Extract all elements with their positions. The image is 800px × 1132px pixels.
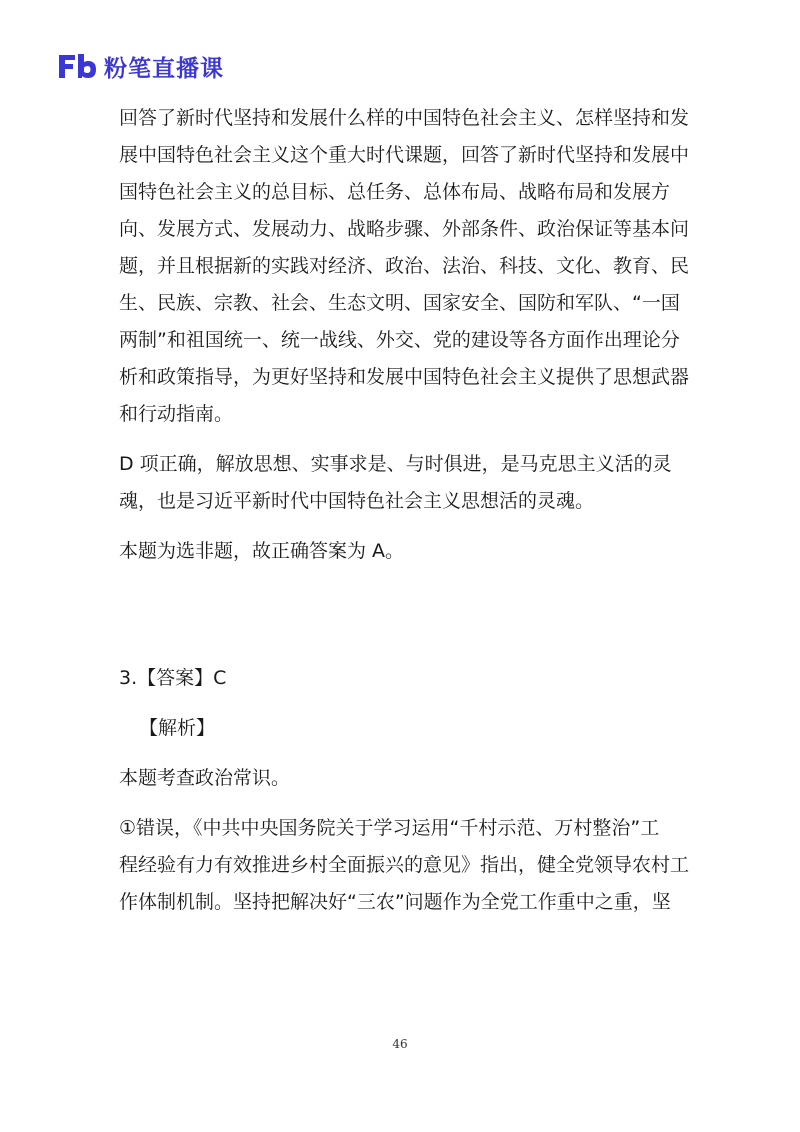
paragraph-xi-thought	[119, 100, 690, 433]
fb-logo-icon	[56, 51, 98, 81]
answer-heading: 3.【答案】C	[119, 667, 227, 689]
text-line: 两制”和祖国统一、统一战线、外交、党的建设等各方面作出理论分	[119, 329, 680, 351]
text-line: 国特色社会主义的总目标、总任务、总体布局、战略布局和发展方	[119, 181, 671, 203]
page-number: 46	[392, 1037, 408, 1051]
analysis-label	[119, 710, 679, 747]
text-line: 作体制机制。坚持把解决好“三农”问题作为全党工作重中之重，坚	[119, 891, 671, 913]
header	[56, 50, 224, 82]
analysis-heading: 【解析】	[139, 717, 216, 739]
text-line: 程经验有力有效推进乡村全面振兴的意见》指出，健全党领导农村工	[119, 854, 690, 876]
text-line: 本题为选非题，故正确答案为 A。	[119, 540, 405, 562]
paragraph-item-1	[119, 810, 690, 921]
text-line: 生、民族、宗教、社会、生态文明、国家安全、国防和军队、“一国	[119, 292, 680, 314]
text-line: 魂，也是习近平新时代中国特色社会主义思想活的灵魂。	[119, 490, 595, 512]
paragraph-topic	[119, 760, 679, 797]
text-line: 本题考查政治常识。	[119, 767, 291, 789]
text-line: 展中国特色社会主义这个重大时代课题，回答了新时代坚持和发展中	[119, 144, 690, 166]
text-line: 回答了新时代坚持和发展什么样的中国特色社会主义、怎样坚持和发	[119, 107, 690, 129]
question-3-answer	[119, 660, 679, 697]
text-line: ①错误，《中共中央国务院关于学习运用“千村示范、万村整治”工	[119, 817, 660, 839]
text-line: 析和政策指导，为更好坚持和发展中国特色社会主义提供了思想武器	[119, 366, 690, 388]
paragraph-option-d	[119, 446, 679, 520]
text-line: 题，并且根据新的实践对经济、政治、法治、科技、文化、教育、民	[119, 255, 690, 277]
logo-text: 粉笔直播课	[104, 55, 224, 82]
paragraph-conclusion	[119, 533, 679, 570]
text-line: 向、发展方式、发展动力、战略步骤、外部条件、政治保证等基本问	[119, 218, 690, 240]
text-line: D 项正确，解放思想、实事求是、与时俱进，是马克思主义活的灵	[119, 453, 672, 475]
document-body	[119, 100, 690, 921]
text-line: 和行动指南。	[119, 403, 234, 425]
